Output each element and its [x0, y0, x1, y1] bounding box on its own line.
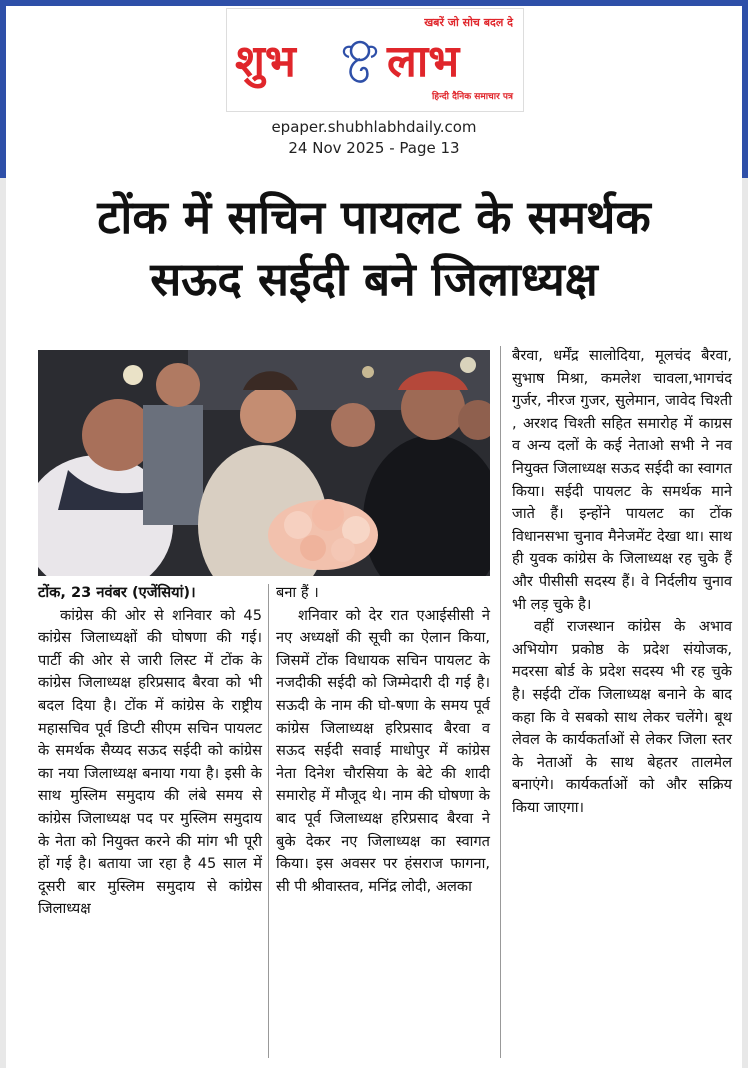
- column-1-paragraph: कांग्रेस की ओर से शनिवार को 45 कांग्रेस जिलाध्यक्षों की घोषणा की गई। पार्टी की ओर से जारी लिस्ट में टोंक के कांग्रेस जिलाध्यक्ष हरिप्रसाद बैरवा को भी बदल दिया है। टोंक में कांग्रेस के राष्ट्रीय महासचिव पूर्व डिप्टी सीएम सचिन पायलट के समर्थक सैय्यद सऊद सईदी को कांग्रेस का नया जिलाध्यक्ष बनाया गया है। इसी के साथ मुस्लिम समुदाय की लंबे समय से कांग्रेस जिलाध्यक्ष पद पर मुस्लिम समुदाय के नेता को नियुक्त करने की मांग भी पूरी हों गई है। बताया जा रहा है 45 साल में दूसरी बार मुस्लिम समुदाय से कांग्रेस जिलाध्यक्ष: [38, 606, 262, 918]
- edition-site: epaper.shubhlabhdaily.com: [271, 118, 477, 136]
- headline-line-1: टोंक में सचिन पायलट के समर्थक: [97, 190, 651, 244]
- page-frame-left: [0, 178, 6, 1068]
- article-column-1: [38, 582, 262, 921]
- headline-line-2: सऊद सईदी बने जिलाध्यक्ष: [150, 252, 598, 306]
- masthead-subtitle: हिन्दी दैनिक समाचार पत्र: [431, 92, 513, 102]
- column-rule-2: [500, 346, 501, 1058]
- article-headline: [20, 186, 728, 310]
- article-column-3: [512, 345, 732, 819]
- masthead-name-left: शुभ: [235, 36, 296, 87]
- masthead-name-right: लाभ: [387, 36, 460, 87]
- masthead-tagline: खबरें जो सोच बदल दे: [424, 16, 513, 29]
- page-frame-right: [742, 178, 748, 1068]
- masthead-logo: [226, 8, 524, 112]
- photo-illustration: [38, 350, 490, 576]
- edition-date-page: 24 Nov 2025 - Page 13: [288, 139, 460, 157]
- article-column-2: [276, 582, 490, 898]
- column-2-paragraph: शनिवार को देर रात एआईसीसी ने नए अध्यक्षों की सूची का ऐलान किया, जिसमें टोंक विधायक सचिन पायलट के नजदीकी सईदी को जिम्मेदारी दी गई है। सऊदी के नाम की घो-षणा के समय पूर्व कांग्रेस जिलाध्यक्ष हरिप्रसाद बैरवा व सऊद सईदी सवाई माधोपुर में कांग्रेस नेता दिनेश चौरसिया के बेटे की शादी समारोह में मौजूद थे। नाम की घोषणा के बाद पूर्व जिलाध्यक्ष हरिप्रसाद बैरवा ने बुके देकर नए जिलाध्यक्ष का स्वागत किया। इस अवसर पर हंसराज फागना, सी पी श्रीवास्तव, मनिंद्र लोदी, अलका: [276, 606, 490, 895]
- column-3-paragraph: वहीं राजस्थान कांग्रेस के अभाव अभियोग प्रकोष्ठ के प्रदेश संयोजक, मदरसा बोर्ड के प्रदेश सदस्य भी रह चुके है। सईदी टोंक जिलाध्यक्ष बनाने के बाद कहा कि वे सबको साथ लेकर चलेंगे। बूथ लेवल के कार्यकर्ताओं से लेकर जिला स्तर के नेताओं के साथ बेहतर तालमेल बनाएंगे। कार्यकर्ताओं को और सक्रिय किया जाएगा।: [512, 618, 732, 816]
- column-rule-1: [268, 584, 269, 1058]
- ganesha-logo-icon: [337, 37, 383, 87]
- article-photo: [38, 350, 490, 576]
- column-3-continuation: बैरवा, धर्मेंद्र सालोदिया, मूलचंद बैरवा, सुभाष मिश्रा, कमलेश चावला,भागचंद गुर्जर, नीरज गुजर, सुलेमान, जावेद चिश्ती , अरशद चिश्ती सहित समारोह में काग्रस व अन्य दलों के कई नेताओ सभी ने नव नियुक्त जिलाध्यक्ष सऊद सईदी का स्वागत किया। सईदी पायलट के समर्थक माने जाते हैं। इन्होंने पायलट का टोंक विधानसभा चुनाव मैनेजमेंट देखा था। साथ ही युवक कांग्रेस के जिलाध्यक्ष रह चुके हैं और पीसीसी सदस्य हैं। वे निर्दलीय चुनाव भी लड़ चुके है।: [512, 347, 732, 613]
- column-2-continuation: बना हैं ।: [276, 584, 319, 601]
- article-dateline: टोंक, 23 नवंबर (एजेंसियां)।: [38, 584, 196, 601]
